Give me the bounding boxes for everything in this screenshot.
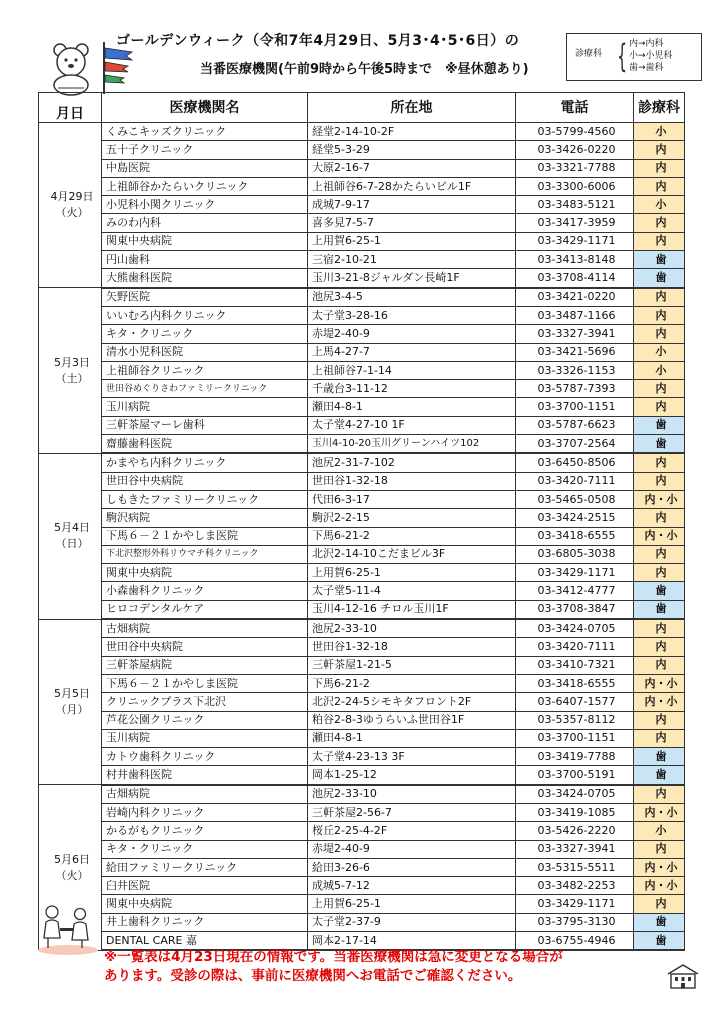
table-row: [39, 251, 685, 269]
phone-cell: 03-3327-3941: [516, 325, 634, 343]
phone-cell: 03-3420-7111: [516, 472, 634, 490]
department-cell: 内: [634, 711, 685, 729]
table-row: [39, 564, 685, 582]
department-cell: 歯: [634, 251, 685, 269]
address-cell: 太子堂4-23-13 3F: [308, 748, 516, 766]
clinic-name-cell: 玉川病院: [102, 398, 308, 416]
address-cell: 上祖師谷7-1-14: [308, 361, 516, 379]
department-cell: 小: [634, 196, 685, 214]
clinic-name-cell: 三軒茶屋病院: [102, 656, 308, 674]
phone-cell: 03-3321-7788: [516, 159, 634, 177]
phone-cell: 03-3420-7111: [516, 638, 634, 656]
clinic-name-cell: キタ・クリニック: [102, 840, 308, 858]
department-cell: 内: [634, 380, 685, 398]
column-header-name: 医療機関名: [102, 93, 308, 123]
clinic-name-cell: 玉川病院: [102, 729, 308, 747]
address-cell: 太子堂2-37-9: [308, 913, 516, 931]
table-row: [39, 196, 685, 214]
table-row: [39, 343, 685, 361]
table-row: [39, 416, 685, 434]
address-cell: 池尻2-33-10: [308, 785, 516, 804]
table-row: [39, 398, 685, 416]
department-cell: 内: [634, 141, 685, 159]
department-cell: 内: [634, 545, 685, 563]
date-cell: [39, 123, 102, 288]
clinic-name-cell: 関東中央病院: [102, 564, 308, 582]
address-cell: 北沢2-24-5シモキタフロント2F: [308, 693, 516, 711]
table-row: [39, 453, 685, 472]
department-cell: 内・小: [634, 490, 685, 508]
department-cell: 内: [634, 564, 685, 582]
clinic-name-cell: 小児科小関クリニック: [102, 196, 308, 214]
department-cell: 内: [634, 729, 685, 747]
clinic-name-cell: ヒロコデンタルケア: [102, 600, 308, 619]
phone-cell: 03-3418-6555: [516, 527, 634, 545]
phone-cell: 03-5787-7393: [516, 380, 634, 398]
department-cell: 内: [634, 177, 685, 195]
clinic-name-cell: キタ・クリニック: [102, 325, 308, 343]
table-row: [39, 638, 685, 656]
legend-item: 内→内科: [629, 39, 664, 49]
address-cell: 太子堂5-11-4: [308, 582, 516, 600]
address-cell: 千歳台3-11-12: [308, 380, 516, 398]
department-cell: 内・小: [634, 858, 685, 876]
column-header-dept: 診療科: [634, 93, 685, 123]
department-cell: 歯: [634, 932, 685, 951]
address-cell: 三軒茶屋2-56-7: [308, 803, 516, 821]
footnote-line: あります。受診の際は、事前に医療機関へお電話でご確認ください。: [104, 968, 522, 984]
address-cell: 玉川4-10-20玉川グリーンハイツ102: [308, 435, 516, 454]
department-cell: 内・小: [634, 527, 685, 545]
phone-cell: 03-3412-4777: [516, 582, 634, 600]
table-row: [39, 435, 685, 454]
address-cell: 玉川4-12-16 チロル玉川1F: [308, 600, 516, 619]
legend-item: 歯→歯科: [629, 63, 664, 73]
date-label: 4月29日: [50, 190, 94, 204]
footnote-line: ※一覧表は4月23日現在の情報です。当番医療機関は急に変更となる場合が: [104, 949, 563, 965]
clinic-name-cell: いいむろ内科クリニック: [102, 306, 308, 324]
phone-cell: 03-6755-4946: [516, 932, 634, 951]
clinic-name-cell: 臼井医院: [102, 877, 308, 895]
address-cell: 経堂5-3-29: [308, 141, 516, 159]
clinic-name-cell: 世田谷中央病院: [102, 638, 308, 656]
clinic-name-cell: 井上歯科クリニック: [102, 913, 308, 931]
brace-icon: {: [617, 37, 628, 75]
address-cell: 給田3-26-6: [308, 858, 516, 876]
date-label: 5月4日: [54, 521, 90, 535]
table-row: [39, 674, 685, 692]
table-row: [39, 766, 685, 785]
clinic-name-cell: 古畑病院: [102, 619, 308, 638]
table-row: [39, 619, 685, 638]
schedule-table: [38, 92, 685, 951]
address-cell: 上祖師谷6-7-28かたらいビル1F: [308, 177, 516, 195]
phone-cell: 03-3424-0705: [516, 785, 634, 804]
department-cell: 内: [634, 453, 685, 472]
department-cell: 歯: [634, 435, 685, 454]
clinic-name-cell: 清水小児科医院: [102, 343, 308, 361]
weekday-label: （火）: [55, 206, 89, 220]
phone-cell: 03-3429-1171: [516, 564, 634, 582]
clinic-name-cell: 世田谷中央病院: [102, 472, 308, 490]
phone-cell: 03-5315-5511: [516, 858, 634, 876]
phone-cell: 03-3708-3847: [516, 600, 634, 619]
phone-cell: 03-3700-1151: [516, 729, 634, 747]
clinic-name-cell: DENTAL CARE 嘉: [102, 932, 308, 951]
table-row: [39, 472, 685, 490]
clinic-name-cell: 世田谷めぐりさわファミリークリニック: [102, 380, 308, 398]
clinic-name-cell: 五十子クリニック: [102, 141, 308, 159]
phone-cell: 03-3413-8148: [516, 251, 634, 269]
table-row: [39, 785, 685, 804]
clinic-name-cell: 岩崎内科クリニック: [102, 803, 308, 821]
weekday-label: （日）: [55, 537, 89, 551]
table-row: [39, 858, 685, 876]
table-row: [39, 361, 685, 379]
address-cell: 世田谷1-32-18: [308, 472, 516, 490]
department-cell: 小: [634, 123, 685, 141]
address-cell: 下馬6-21-2: [308, 674, 516, 692]
table-row: [39, 232, 685, 250]
clinic-name-cell: 下北沢整形外科リウマチ科クリニック: [102, 545, 308, 563]
table-row: [39, 877, 685, 895]
department-legend: [566, 33, 702, 81]
phone-cell: 03-3410-7321: [516, 656, 634, 674]
address-cell: 代田6-3-17: [308, 490, 516, 508]
department-cell: 内: [634, 214, 685, 232]
phone-cell: 03-6450-8506: [516, 453, 634, 472]
clinic-name-cell: 小森歯科クリニック: [102, 582, 308, 600]
table-row: [39, 269, 685, 288]
phone-cell: 03-3419-7788: [516, 748, 634, 766]
address-cell: 喜多見7-5-7: [308, 214, 516, 232]
address-cell: 成城5-7-12: [308, 877, 516, 895]
table-row: [39, 177, 685, 195]
table-row: [39, 803, 685, 821]
clinic-name-cell: かまやち内科クリニック: [102, 453, 308, 472]
date-label: 5月6日: [54, 852, 90, 866]
department-cell: 内・小: [634, 693, 685, 711]
department-cell: 歯: [634, 600, 685, 619]
date-cell: [39, 453, 102, 619]
table-row: [39, 490, 685, 508]
address-cell: 池尻2-33-10: [308, 619, 516, 638]
phone-cell: 03-5426-2220: [516, 822, 634, 840]
address-cell: 池尻2-31-7-102: [308, 453, 516, 472]
phone-cell: 03-3326-1153: [516, 361, 634, 379]
clinic-name-cell: 大熊歯科医院: [102, 269, 308, 288]
legend-item: 小→小児科: [629, 51, 673, 61]
column-header-address: 所在地: [308, 93, 516, 123]
clinic-name-cell: 齋藤歯科医院: [102, 435, 308, 454]
table-row: [39, 325, 685, 343]
department-cell: 内: [634, 232, 685, 250]
weekday-label: （火）: [55, 868, 89, 882]
table-row: [39, 729, 685, 747]
address-cell: 上用賀6-25-1: [308, 232, 516, 250]
table-row: [39, 693, 685, 711]
department-cell: 内: [634, 306, 685, 324]
department-cell: 内: [634, 619, 685, 638]
weekday-label: （土）: [55, 371, 89, 385]
clinic-name-cell: 中島医院: [102, 159, 308, 177]
address-cell: 岡本1-25-12: [308, 766, 516, 785]
department-cell: 内: [634, 398, 685, 416]
department-cell: 内: [634, 509, 685, 527]
department-cell: 小: [634, 822, 685, 840]
table-row: [39, 545, 685, 563]
department-cell: 小: [634, 343, 685, 361]
department-cell: 内・小: [634, 674, 685, 692]
clinic-name-cell: 関東中央病院: [102, 232, 308, 250]
address-cell: 赤堤2-40-9: [308, 325, 516, 343]
doctor-consultation-icon: [36, 898, 100, 956]
clinic-name-cell: くみこキッズクリニック: [102, 123, 308, 141]
phone-cell: 03-3417-3959: [516, 214, 634, 232]
clinic-name-cell: 下馬６－２１かやしま医院: [102, 674, 308, 692]
clinic-name-cell: 関東中央病院: [102, 895, 308, 913]
department-cell: 内: [634, 840, 685, 858]
clinic-name-cell: 古畑病院: [102, 785, 308, 804]
bear-mascot-icon: [40, 38, 102, 96]
legend-label: 診療科: [575, 49, 603, 59]
department-cell: 歯: [634, 766, 685, 785]
address-cell: 上用賀6-25-1: [308, 895, 516, 913]
phone-cell: 03-6407-1577: [516, 693, 634, 711]
clinic-name-cell: カトウ歯科クリニック: [102, 748, 308, 766]
address-cell: 瀬田4-8-1: [308, 398, 516, 416]
phone-cell: 03-5799-4560: [516, 123, 634, 141]
address-cell: 瀬田4-8-1: [308, 729, 516, 747]
footnote: [104, 948, 604, 986]
address-cell: 大原2-16-7: [308, 159, 516, 177]
table-row: [39, 380, 685, 398]
department-cell: 内: [634, 288, 685, 307]
clinic-name-cell: 駒沢病院: [102, 509, 308, 527]
table-row: [39, 895, 685, 913]
clinic-name-cell: 給田ファミリークリニック: [102, 858, 308, 876]
date-cell: [39, 619, 102, 785]
phone-cell: 03-3424-2515: [516, 509, 634, 527]
phone-cell: 03-3327-3941: [516, 840, 634, 858]
table-header-row: [39, 93, 685, 123]
address-cell: 赤堤2-40-9: [308, 840, 516, 858]
table-row: [39, 214, 685, 232]
department-cell: 歯: [634, 582, 685, 600]
table-row: [39, 527, 685, 545]
clinic-name-cell: しもきたファミリークリニック: [102, 490, 308, 508]
table-body: [39, 123, 685, 951]
table-row: [39, 600, 685, 619]
address-cell: 成城7-9-17: [308, 196, 516, 214]
department-cell: 内: [634, 638, 685, 656]
clinic-name-cell: 上祖師谷かたらいクリニック: [102, 177, 308, 195]
address-cell: 世田谷1-32-18: [308, 638, 516, 656]
phone-cell: 03-3482-2253: [516, 877, 634, 895]
phone-cell: 03-3418-6555: [516, 674, 634, 692]
address-cell: 池尻3-4-5: [308, 288, 516, 307]
address-cell: 玉川3-21-8ジャルダン長崎1F: [308, 269, 516, 288]
column-header-phone: 電話: [516, 93, 634, 123]
department-cell: 内: [634, 325, 685, 343]
phone-cell: 03-3707-2564: [516, 435, 634, 454]
table-row: [39, 748, 685, 766]
department-cell: 歯: [634, 416, 685, 434]
column-header-month: 月日: [39, 93, 102, 123]
phone-cell: 03-5465-0508: [516, 490, 634, 508]
page-subtitle: 当番医療機関(午前9時から午後5時まで ※昼休憩あり): [200, 62, 529, 77]
phone-cell: 03-3708-4114: [516, 269, 634, 288]
phone-cell: 03-3700-1151: [516, 398, 634, 416]
clinic-name-cell: 円山歯科: [102, 251, 308, 269]
weekday-label: （月）: [55, 702, 89, 716]
department-cell: 歯: [634, 913, 685, 931]
clinic-name-cell: 矢野医院: [102, 288, 308, 307]
department-cell: 内: [634, 159, 685, 177]
address-cell: 上馬4-27-7: [308, 343, 516, 361]
clinic-name-cell: 村井歯科医院: [102, 766, 308, 785]
table-row: [39, 159, 685, 177]
clinic-name-cell: 上祖師谷クリニック: [102, 361, 308, 379]
clinic-name-cell: 下馬６－２１かやしま医院: [102, 527, 308, 545]
table-row: [39, 711, 685, 729]
table-row: [39, 840, 685, 858]
clinic-name-cell: みのわ内科: [102, 214, 308, 232]
clinic-name-cell: クリニックプラス下北沢: [102, 693, 308, 711]
phone-cell: 03-3429-1171: [516, 895, 634, 913]
address-cell: 下馬6-21-2: [308, 527, 516, 545]
date-cell: [39, 288, 102, 454]
phone-cell: 03-3700-5191: [516, 766, 634, 785]
phone-cell: 03-3421-0220: [516, 288, 634, 307]
phone-cell: 03-5357-8112: [516, 711, 634, 729]
phone-cell: 03-3424-0705: [516, 619, 634, 638]
table-row: [39, 656, 685, 674]
table-row: [39, 582, 685, 600]
department-cell: 内・小: [634, 877, 685, 895]
address-cell: 太子堂3-28-16: [308, 306, 516, 324]
department-cell: 歯: [634, 269, 685, 288]
address-cell: 三宿2-10-21: [308, 251, 516, 269]
department-cell: 歯: [634, 748, 685, 766]
phone-cell: 03-3483-5121: [516, 196, 634, 214]
phone-cell: 03-3487-1166: [516, 306, 634, 324]
date-label: 5月3日: [54, 355, 90, 369]
table-row: [39, 141, 685, 159]
table-row: [39, 913, 685, 931]
phone-cell: 03-3795-3130: [516, 913, 634, 931]
clinic-name-cell: 三軒茶屋マーレ歯科: [102, 416, 308, 434]
date-label: 5月5日: [54, 686, 90, 700]
table-row: [39, 123, 685, 141]
building-icon: [666, 962, 700, 990]
phone-cell: 03-3419-1085: [516, 803, 634, 821]
department-cell: 内: [634, 785, 685, 804]
address-cell: 北沢2-14-10こだまビル3F: [308, 545, 516, 563]
legend-items: [629, 38, 673, 74]
clinic-name-cell: 芦花公園クリニック: [102, 711, 308, 729]
phone-cell: 03-3300-6006: [516, 177, 634, 195]
address-cell: 上用賀6-25-1: [308, 564, 516, 582]
page-header: [0, 0, 724, 92]
table-row: [39, 509, 685, 527]
address-cell: 三軒茶屋1-21-5: [308, 656, 516, 674]
department-cell: 内: [634, 472, 685, 490]
address-cell: 桜丘2-25-4-2F: [308, 822, 516, 840]
phone-cell: 03-3426-0220: [516, 141, 634, 159]
phone-cell: 03-3429-1171: [516, 232, 634, 250]
department-cell: 内: [634, 895, 685, 913]
address-cell: 粕谷2-8-3ゆうらいふ世田谷1F: [308, 711, 516, 729]
address-cell: 太子堂4-27-10 1F: [308, 416, 516, 434]
department-cell: 小: [634, 361, 685, 379]
table-row: [39, 822, 685, 840]
table-row: [39, 288, 685, 307]
page-title: ゴールデンウィーク（令和7年4月29日、5月3･4･5･6日）の: [116, 33, 520, 49]
department-cell: 内・小: [634, 803, 685, 821]
clinic-name-cell: かるがもクリニック: [102, 822, 308, 840]
address-cell: 経堂2-14-10-2F: [308, 123, 516, 141]
phone-cell: 03-5787-6623: [516, 416, 634, 434]
department-cell: 内: [634, 656, 685, 674]
table-row: [39, 306, 685, 324]
phone-cell: 03-6805-3038: [516, 545, 634, 563]
address-cell: 岡本2-17-14: [308, 932, 516, 951]
address-cell: 駒沢2-2-15: [308, 509, 516, 527]
phone-cell: 03-3421-5696: [516, 343, 634, 361]
